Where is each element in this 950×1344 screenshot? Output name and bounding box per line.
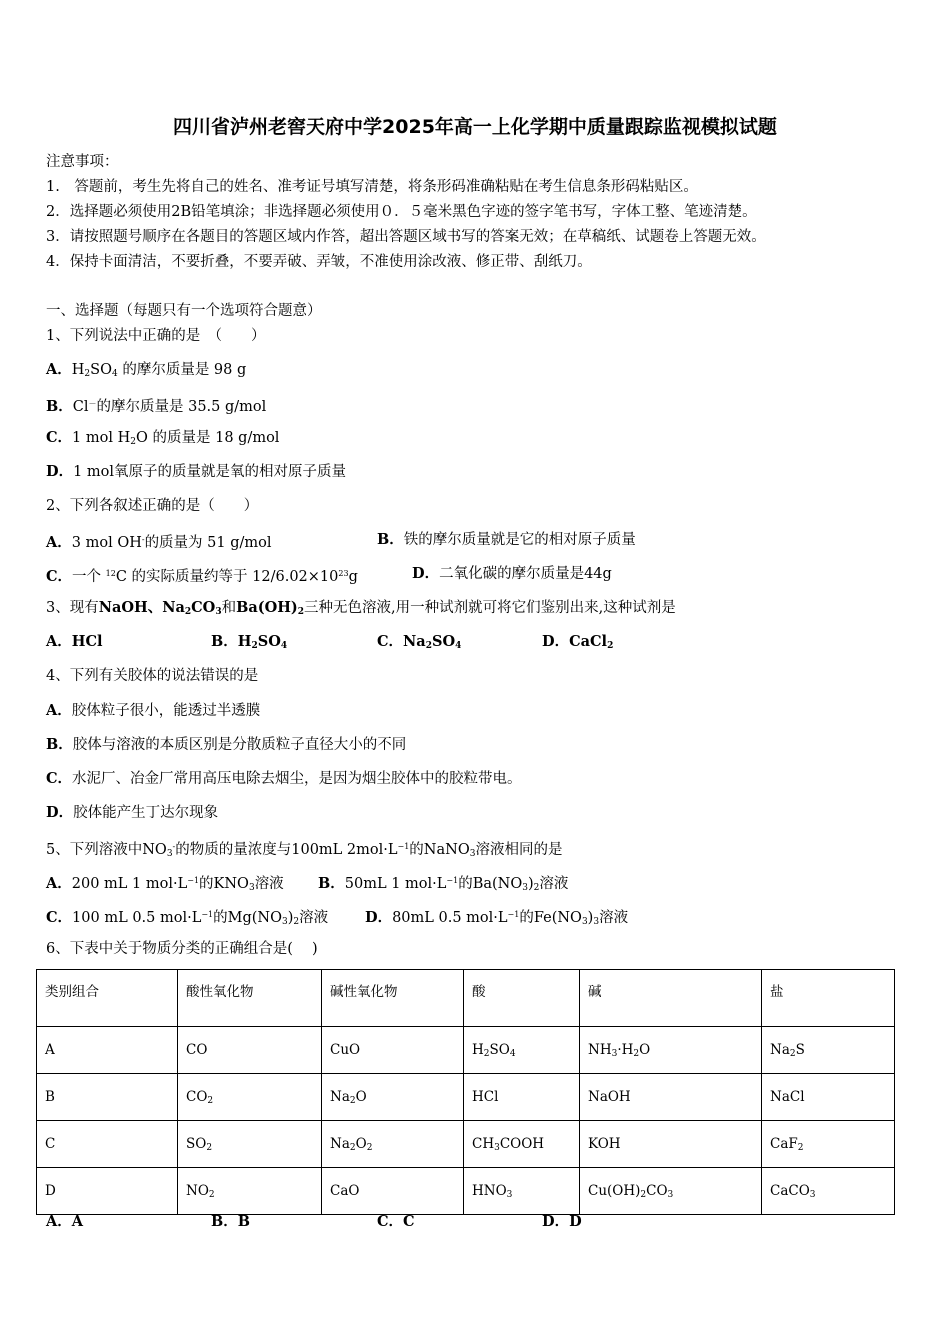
q6-option-b: B．B xyxy=(211,1213,251,1230)
q4-option-c: C．水泥厂、冶金厂常用高压电除去烟尘，是因为烟尘胶体中的胶粒带电。 xyxy=(46,770,522,787)
question-3-stem: 3、现有NaOH、$Na_2CO_3$和$Ba(OH)_2$三种无色溶液,用一种试剂就可将它们鉴别出来,这种试剂是 xyxy=(46,599,676,617)
table-cell: $CO_2$ xyxy=(178,1074,322,1121)
q1-option-a: A．$H_2SO_4$ 的摩尔质量是 98 g xyxy=(46,361,247,379)
table-cell: D xyxy=(37,1168,178,1215)
notice-item-2: 2．选择题必须使用2B铅笔填涂；非选择题必须使用０．５毫米黑色字迹的签字笔书写，字体工整、笔迹清楚。 xyxy=(46,204,757,220)
table-cell: B xyxy=(37,1074,178,1121)
q2-option-a: A．3 mol OH-的质量为 51 g/mol xyxy=(46,534,272,551)
q5-option-b: B．50mL 1 $mol\cdot L^{-1}$的$Ba(NO_3)_2$溶液 xyxy=(318,875,569,893)
q4-option-d: D．胶体能产生丁达尔现象 xyxy=(46,804,219,821)
table-cell: CaO xyxy=(322,1168,464,1215)
table-header-cell: 碱 xyxy=(580,970,762,1027)
table-cell: NaOH xyxy=(580,1074,762,1121)
table-header-cell: 碱性氧化物 xyxy=(322,970,464,1027)
question-1-stem: 1、下列说法中正确的是 （ ） xyxy=(46,328,266,344)
table-cell: CO xyxy=(178,1027,322,1074)
table-header-cell: 酸性氧化物 xyxy=(178,970,322,1027)
question-4-stem: 4、下列有关胶体的说法错误的是 xyxy=(46,668,259,684)
q5-option-a: A．200 mL 1 $mol\cdot L^{-1}$的$KNO_3$溶液 xyxy=(46,875,284,893)
table-row xyxy=(37,1121,895,1168)
table-row xyxy=(37,1074,895,1121)
table-cell: $NH_3\cdot H_2O$ xyxy=(580,1027,762,1074)
classification-table xyxy=(36,969,895,1215)
q6-option-c: C．C xyxy=(377,1213,415,1230)
question-2-stem: 2、下列各叙述正确的是（ ） xyxy=(46,498,259,514)
q3-option-d: D．CaCl$_2$ xyxy=(542,633,614,651)
q5-option-d: D．80mL 0.5 $mol\cdot L^{-1}$的$Fe(NO_3)_3$溶液 xyxy=(365,909,629,927)
q5-option-c: C．100 mL 0.5 $mol\cdot L^{-1}$的$Mg(NO_3)_2$溶液 xyxy=(46,909,329,927)
section-heading: 一、选择题（每题只有一个选项符合题意） xyxy=(46,303,322,319)
q6-option-d: D．D xyxy=(542,1213,582,1230)
table-cell: CaCO$_3$ xyxy=(762,1168,895,1215)
q2-option-c: C．一个 $^{12}$C 的实际质量约等于 $12/6.02\times 10^{23}g$ xyxy=(46,568,358,585)
table-cell: KOH xyxy=(580,1121,762,1168)
table-cell: $NO_2$ xyxy=(178,1168,322,1215)
table-cell: $Cu(OH)_2CO_3$ xyxy=(580,1168,762,1215)
question-6-stem: 6、下表中关于物质分类的正确组合是( ) xyxy=(46,941,318,957)
table-cell: $HNO_3$ xyxy=(464,1168,580,1215)
table-cell: CuO xyxy=(322,1027,464,1074)
table-cell: C xyxy=(37,1121,178,1168)
table-cell: $Na_2O$ xyxy=(322,1074,464,1121)
table-row xyxy=(37,1168,895,1215)
table-cell: $Na_2O_2$ xyxy=(322,1121,464,1168)
q3-option-a: A．HCl xyxy=(46,633,103,650)
table-cell: $CH_3COOH$ xyxy=(464,1121,580,1168)
notice-heading: 注意事项： xyxy=(46,154,119,170)
q2-option-d: D．二氧化碳的摩尔质量是44g xyxy=(412,565,612,582)
table-cell: A xyxy=(37,1027,178,1074)
notice-item-1: 1. 答题前，考生先将自己的姓名、准考证号填写清楚，将条形码准确粘贴在考生信息条形码粘贴区。 xyxy=(46,179,698,195)
table-cell: CaF$_2$ xyxy=(762,1121,895,1168)
table-header-cell: 类别组合 xyxy=(37,970,178,1027)
notice-item-4: 4．保持卡面清洁，不要折叠，不要弄破、弄皱，不准使用涂改液、修正带、刮纸刀。 xyxy=(46,254,592,270)
q4-option-a: A．胶体粒子很小，能透过半透膜 xyxy=(46,702,261,719)
table-header-cell: 盐 xyxy=(762,970,895,1027)
table-cell: NaCl xyxy=(762,1074,895,1121)
table-header-row xyxy=(37,970,895,1027)
page-title: 四川省泸州老窖天府中学2025年高一上化学期中质量跟踪监视模拟试题 xyxy=(173,116,777,138)
question-5-stem: 5、下列溶液中$NO_3^-$的物质的量浓度与100mL $2mol\cdot L^{-1}$的NaNO$_3$溶液相同的是 xyxy=(46,842,563,859)
q3-option-b: B．$H_2SO_4$ xyxy=(211,633,288,651)
q1-option-c: C．1 mol $H_2O$ 的质量是 18 g/mol xyxy=(46,429,280,447)
q6-option-a: A．A xyxy=(46,1213,84,1230)
notice-item-3: 3．请按照题号顺序在各题目的答题区域内作答，超出答题区域书写的答案无效；在草稿纸、试题卷上答题无效。 xyxy=(46,229,766,245)
q2-option-b: B．铁的摩尔质量就是它的相对原子质量 xyxy=(377,531,636,548)
table-cell: $Na_2S$ xyxy=(762,1027,895,1074)
table-row xyxy=(37,1027,895,1074)
table-header-cell: 酸 xyxy=(464,970,580,1027)
q4-option-b: B．胶体与溶液的本质区别是分散质粒子直径大小的不同 xyxy=(46,736,407,753)
q3-option-c: C．$Na_2SO_4$ xyxy=(377,633,462,651)
table-cell: HCl xyxy=(464,1074,580,1121)
table-cell: $SO_2$ xyxy=(178,1121,322,1168)
q1-option-b: B．Cl－的摩尔质量是 35.5 g/mol xyxy=(46,398,267,415)
table-cell: $H_2SO_4$ xyxy=(464,1027,580,1074)
q1-option-d: D．1 mol氧原子的质量就是氧的相对原子质量 xyxy=(46,463,347,480)
